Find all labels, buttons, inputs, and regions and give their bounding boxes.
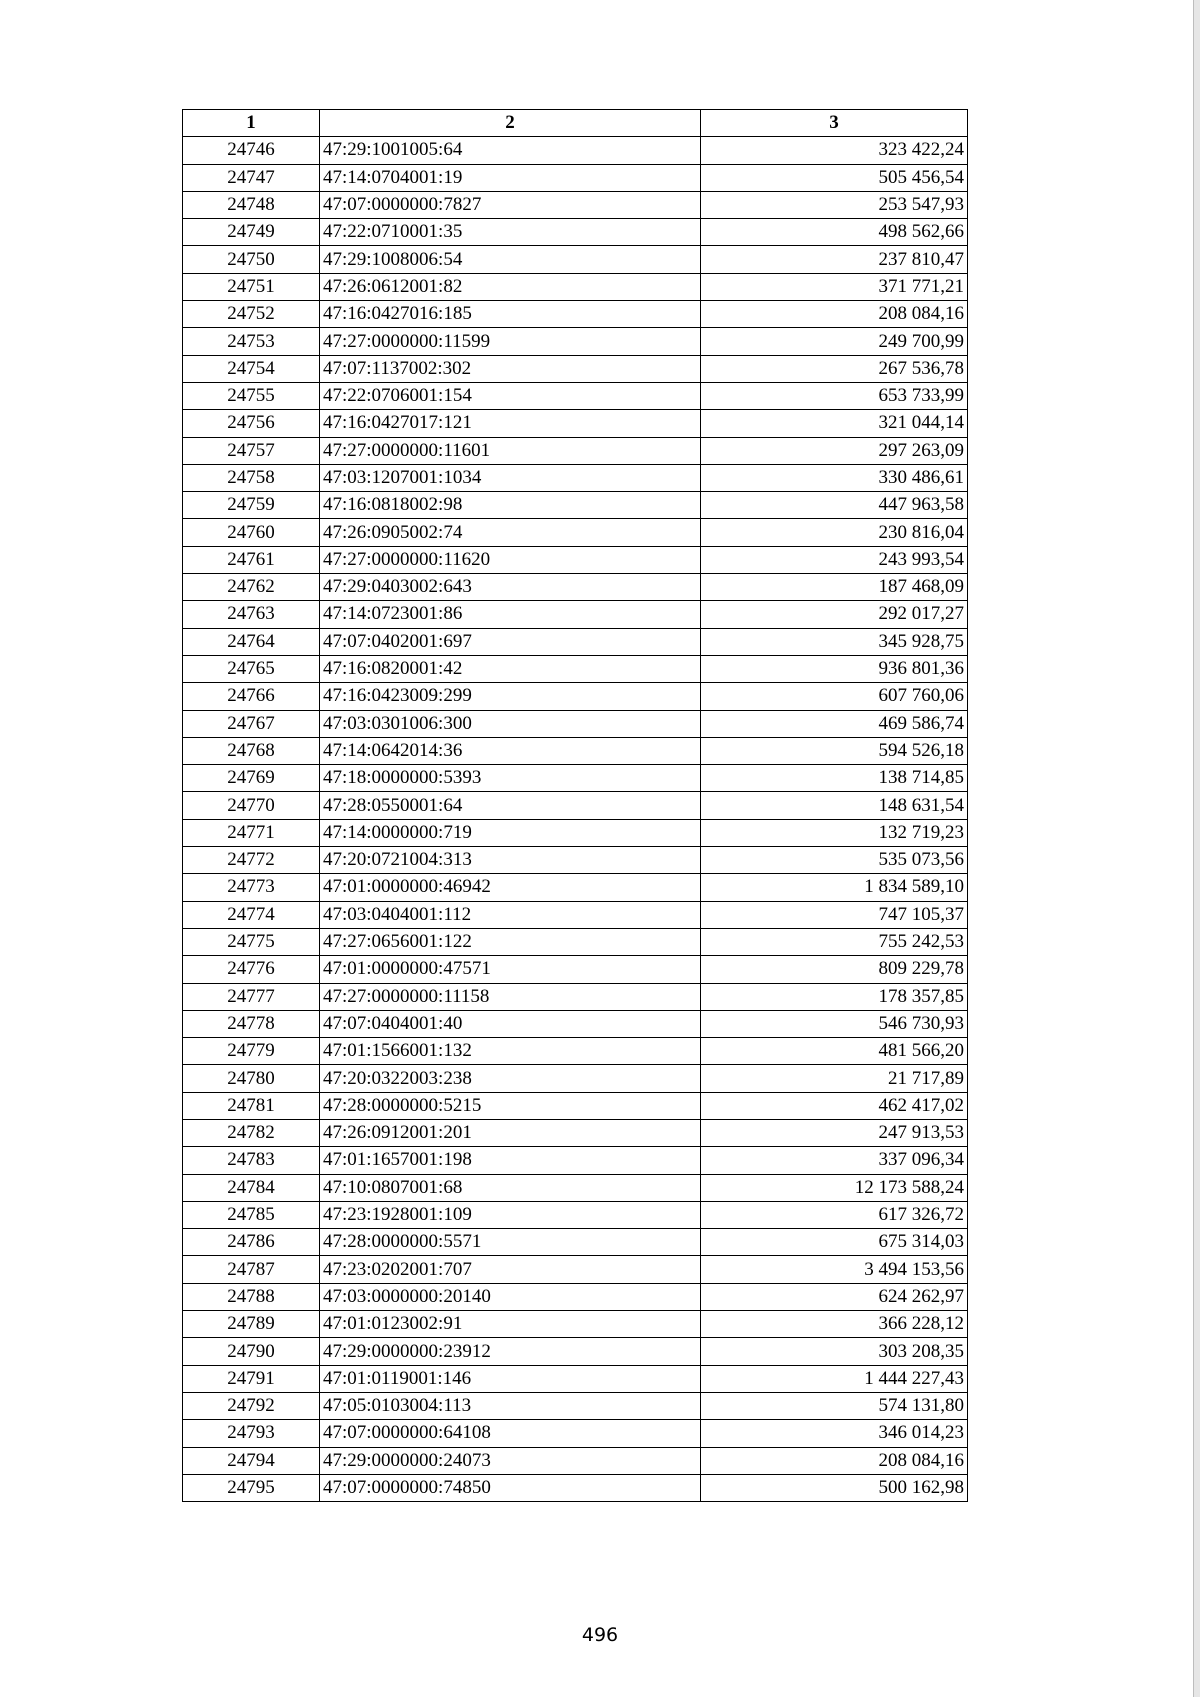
value-cell: 624 262,97 xyxy=(701,1283,968,1310)
cadastral-number-cell: 47:23:1928001:109 xyxy=(320,1201,701,1228)
row-number-cell: 24758 xyxy=(183,464,320,491)
table-row xyxy=(183,1338,968,1365)
cadastral-number-cell: 47:22:0706001:154 xyxy=(320,382,701,409)
row-number-cell: 24779 xyxy=(183,1038,320,1065)
table-row xyxy=(183,655,968,682)
cadastral-number-cell: 47:01:1657001:198 xyxy=(320,1147,701,1174)
cadastral-number-cell: 47:14:0642014:36 xyxy=(320,737,701,764)
cadastral-number-cell: 47:07:1137002:302 xyxy=(320,355,701,382)
cadastral-number-cell: 47:14:0704001:19 xyxy=(320,164,701,191)
row-number-cell: 24787 xyxy=(183,1256,320,1283)
value-cell: 12 173 588,24 xyxy=(701,1174,968,1201)
row-number-cell: 24780 xyxy=(183,1065,320,1092)
table-row xyxy=(183,1229,968,1256)
row-number-cell: 24790 xyxy=(183,1338,320,1365)
data-table xyxy=(182,109,968,1502)
cadastral-number-cell: 47:07:0402001:697 xyxy=(320,628,701,655)
table-row xyxy=(183,765,968,792)
column-header-1: 1 xyxy=(183,110,320,137)
row-number-cell: 24761 xyxy=(183,546,320,573)
value-cell: 208 084,16 xyxy=(701,301,968,328)
table-row xyxy=(183,1147,968,1174)
table-row xyxy=(183,410,968,437)
value-cell: 247 913,53 xyxy=(701,1119,968,1146)
row-number-cell: 24781 xyxy=(183,1092,320,1119)
table-row xyxy=(183,492,968,519)
cadastral-number-cell: 47:01:0119001:146 xyxy=(320,1365,701,1392)
value-cell: 292 017,27 xyxy=(701,601,968,628)
value-cell: 936 801,36 xyxy=(701,655,968,682)
row-number-cell: 24793 xyxy=(183,1420,320,1447)
table-row xyxy=(183,710,968,737)
row-number-cell: 24773 xyxy=(183,874,320,901)
value-cell: 481 566,20 xyxy=(701,1038,968,1065)
table-row xyxy=(183,601,968,628)
row-number-cell: 24748 xyxy=(183,191,320,218)
table-row xyxy=(183,874,968,901)
table-row xyxy=(183,1474,968,1501)
cadastral-number-cell: 47:29:0000000:23912 xyxy=(320,1338,701,1365)
cadastral-number-cell: 47:26:0905002:74 xyxy=(320,519,701,546)
row-number-cell: 24777 xyxy=(183,983,320,1010)
row-number-cell: 24754 xyxy=(183,355,320,382)
table-row xyxy=(183,1283,968,1310)
table-row xyxy=(183,464,968,491)
table-row xyxy=(183,1092,968,1119)
row-number-cell: 24794 xyxy=(183,1447,320,1474)
value-cell: 607 760,06 xyxy=(701,683,968,710)
value-cell: 249 700,99 xyxy=(701,328,968,355)
table-row xyxy=(183,273,968,300)
row-number-cell: 24769 xyxy=(183,765,320,792)
row-number-cell: 24788 xyxy=(183,1283,320,1310)
table-body xyxy=(183,137,968,1502)
cadastral-number-cell: 47:26:0612001:82 xyxy=(320,273,701,300)
row-number-cell: 24783 xyxy=(183,1147,320,1174)
table-row xyxy=(183,683,968,710)
value-cell: 366 228,12 xyxy=(701,1311,968,1338)
table-row xyxy=(183,1038,968,1065)
table-row xyxy=(183,1010,968,1037)
row-number-cell: 24786 xyxy=(183,1229,320,1256)
value-cell: 297 263,09 xyxy=(701,437,968,464)
table-row xyxy=(183,983,968,1010)
row-number-cell: 24747 xyxy=(183,164,320,191)
row-number-cell: 24768 xyxy=(183,737,320,764)
row-number-cell: 24778 xyxy=(183,1010,320,1037)
value-cell: 574 131,80 xyxy=(701,1392,968,1419)
row-number-cell: 24792 xyxy=(183,1392,320,1419)
value-cell: 253 547,93 xyxy=(701,191,968,218)
row-number-cell: 24752 xyxy=(183,301,320,328)
cadastral-number-cell: 47:05:0103004:113 xyxy=(320,1392,701,1419)
value-cell: 1 834 589,10 xyxy=(701,874,968,901)
value-cell: 243 993,54 xyxy=(701,546,968,573)
cadastral-number-cell: 47:01:0000000:46942 xyxy=(320,874,701,901)
row-number-cell: 24759 xyxy=(183,492,320,519)
cadastral-number-cell: 47:16:0427017:121 xyxy=(320,410,701,437)
row-number-cell: 24753 xyxy=(183,328,320,355)
table-row xyxy=(183,819,968,846)
row-number-cell: 24772 xyxy=(183,847,320,874)
cadastral-number-cell: 47:16:0423009:299 xyxy=(320,683,701,710)
value-cell: 230 816,04 xyxy=(701,519,968,546)
cadastral-number-cell: 47:07:0000000:7827 xyxy=(320,191,701,218)
value-cell: 267 536,78 xyxy=(701,355,968,382)
cadastral-number-cell: 47:03:0404001:112 xyxy=(320,901,701,928)
row-number-cell: 24789 xyxy=(183,1311,320,1338)
value-cell: 323 422,24 xyxy=(701,137,968,164)
value-cell: 346 014,23 xyxy=(701,1420,968,1447)
table-row xyxy=(183,1392,968,1419)
value-cell: 462 417,02 xyxy=(701,1092,968,1119)
table-row xyxy=(183,1365,968,1392)
column-header-3: 3 xyxy=(701,110,968,137)
row-number-cell: 24763 xyxy=(183,601,320,628)
table-row xyxy=(183,301,968,328)
cadastral-number-cell: 47:16:0820001:42 xyxy=(320,655,701,682)
cadastral-number-cell: 47:01:0000000:47571 xyxy=(320,956,701,983)
table-row xyxy=(183,164,968,191)
value-cell: 500 162,98 xyxy=(701,1474,968,1501)
value-cell: 208 084,16 xyxy=(701,1447,968,1474)
table-row xyxy=(183,191,968,218)
table-row xyxy=(183,928,968,955)
cadastral-number-cell: 47:20:0721004:313 xyxy=(320,847,701,874)
table-row xyxy=(183,137,968,164)
row-number-cell: 24766 xyxy=(183,683,320,710)
value-cell: 546 730,93 xyxy=(701,1010,968,1037)
row-number-cell: 24771 xyxy=(183,819,320,846)
cadastral-number-cell: 47:03:1207001:1034 xyxy=(320,464,701,491)
value-cell: 447 963,58 xyxy=(701,492,968,519)
value-cell: 148 631,54 xyxy=(701,792,968,819)
row-number-cell: 24774 xyxy=(183,901,320,928)
table-row xyxy=(183,246,968,273)
value-cell: 303 208,35 xyxy=(701,1338,968,1365)
table-row xyxy=(183,437,968,464)
cadastral-number-cell: 47:01:1566001:132 xyxy=(320,1038,701,1065)
table-row xyxy=(183,519,968,546)
value-cell: 535 073,56 xyxy=(701,847,968,874)
table-row xyxy=(183,1256,968,1283)
row-number-cell: 24785 xyxy=(183,1201,320,1228)
column-header-2: 2 xyxy=(320,110,701,137)
cadastral-number-cell: 47:07:0000000:74850 xyxy=(320,1474,701,1501)
row-number-cell: 24784 xyxy=(183,1174,320,1201)
value-cell: 594 526,18 xyxy=(701,737,968,764)
cadastral-number-cell: 47:27:0000000:11601 xyxy=(320,437,701,464)
value-cell: 132 719,23 xyxy=(701,819,968,846)
row-number-cell: 24751 xyxy=(183,273,320,300)
row-number-cell: 24782 xyxy=(183,1119,320,1146)
value-cell: 21 717,89 xyxy=(701,1065,968,1092)
value-cell: 505 456,54 xyxy=(701,164,968,191)
row-number-cell: 24760 xyxy=(183,519,320,546)
cadastral-number-cell: 47:29:1008006:54 xyxy=(320,246,701,273)
table-row xyxy=(183,1447,968,1474)
cadastral-number-cell: 47:07:0404001:40 xyxy=(320,1010,701,1037)
value-cell: 371 771,21 xyxy=(701,273,968,300)
row-number-cell: 24764 xyxy=(183,628,320,655)
row-number-cell: 24755 xyxy=(183,382,320,409)
row-number-cell: 24795 xyxy=(183,1474,320,1501)
cadastral-number-cell: 47:27:0656001:122 xyxy=(320,928,701,955)
cadastral-number-cell: 47:23:0202001:707 xyxy=(320,1256,701,1283)
cadastral-number-cell: 47:28:0000000:5215 xyxy=(320,1092,701,1119)
table-row xyxy=(183,382,968,409)
value-cell: 138 714,85 xyxy=(701,765,968,792)
table-row xyxy=(183,737,968,764)
table-row xyxy=(183,847,968,874)
value-cell: 1 444 227,43 xyxy=(701,1365,968,1392)
value-cell: 178 357,85 xyxy=(701,983,968,1010)
table-row xyxy=(183,1420,968,1447)
value-cell: 653 733,99 xyxy=(701,382,968,409)
value-cell: 337 096,34 xyxy=(701,1147,968,1174)
value-cell: 3 494 153,56 xyxy=(701,1256,968,1283)
table-row xyxy=(183,901,968,928)
cadastral-number-cell: 47:18:0000000:5393 xyxy=(320,765,701,792)
cadastral-number-cell: 47:16:0818002:98 xyxy=(320,492,701,519)
cadastral-number-cell: 47:01:0123002:91 xyxy=(320,1311,701,1338)
cadastral-number-cell: 47:27:0000000:11599 xyxy=(320,328,701,355)
cadastral-number-cell: 47:03:0000000:20140 xyxy=(320,1283,701,1310)
value-cell: 321 044,14 xyxy=(701,410,968,437)
value-cell: 747 105,37 xyxy=(701,901,968,928)
table-row xyxy=(183,546,968,573)
table-row xyxy=(183,1311,968,1338)
cadastral-number-cell: 47:14:0723001:86 xyxy=(320,601,701,628)
page-number: 496 xyxy=(581,1624,619,1646)
table-row xyxy=(183,792,968,819)
cadastral-number-cell: 47:29:0000000:24073 xyxy=(320,1447,701,1474)
cadastral-number-cell: 47:22:0710001:35 xyxy=(320,219,701,246)
row-number-cell: 24762 xyxy=(183,574,320,601)
row-number-cell: 24775 xyxy=(183,928,320,955)
value-cell: 498 562,66 xyxy=(701,219,968,246)
table-row xyxy=(183,1065,968,1092)
table-row xyxy=(183,1174,968,1201)
row-number-cell: 24765 xyxy=(183,655,320,682)
cadastral-number-cell: 47:29:1001005:64 xyxy=(320,137,701,164)
cadastral-number-cell: 47:26:0912001:201 xyxy=(320,1119,701,1146)
row-number-cell: 24776 xyxy=(183,956,320,983)
table-row xyxy=(183,1119,968,1146)
value-cell: 617 326,72 xyxy=(701,1201,968,1228)
value-cell: 187 468,09 xyxy=(701,574,968,601)
value-cell: 345 928,75 xyxy=(701,628,968,655)
cadastral-number-cell: 47:14:0000000:719 xyxy=(320,819,701,846)
table-row xyxy=(183,355,968,382)
value-cell: 755 242,53 xyxy=(701,928,968,955)
value-cell: 330 486,61 xyxy=(701,464,968,491)
table-row xyxy=(183,219,968,246)
row-number-cell: 24767 xyxy=(183,710,320,737)
cadastral-number-cell: 47:07:0000000:64108 xyxy=(320,1420,701,1447)
cadastral-number-cell: 47:10:0807001:68 xyxy=(320,1174,701,1201)
row-number-cell: 24757 xyxy=(183,437,320,464)
cadastral-number-cell: 47:28:0550001:64 xyxy=(320,792,701,819)
row-number-cell: 24791 xyxy=(183,1365,320,1392)
table-row xyxy=(183,1201,968,1228)
value-cell: 469 586,74 xyxy=(701,710,968,737)
header-row xyxy=(183,110,968,137)
table-row xyxy=(183,574,968,601)
row-number-cell: 24756 xyxy=(183,410,320,437)
value-cell: 237 810,47 xyxy=(701,246,968,273)
cadastral-number-cell: 47:27:0000000:11620 xyxy=(320,546,701,573)
value-cell: 675 314,03 xyxy=(701,1229,968,1256)
cadastral-number-cell: 47:27:0000000:11158 xyxy=(320,983,701,1010)
cadastral-number-cell: 47:28:0000000:5571 xyxy=(320,1229,701,1256)
row-number-cell: 24749 xyxy=(183,219,320,246)
table-row xyxy=(183,956,968,983)
row-number-cell: 24770 xyxy=(183,792,320,819)
table-row xyxy=(183,328,968,355)
page-edge xyxy=(1193,0,1200,1697)
cadastral-number-cell: 47:20:0322003:238 xyxy=(320,1065,701,1092)
table-row xyxy=(183,628,968,655)
row-number-cell: 24746 xyxy=(183,137,320,164)
cadastral-number-cell: 47:03:0301006:300 xyxy=(320,710,701,737)
value-cell: 809 229,78 xyxy=(701,956,968,983)
cadastral-number-cell: 47:16:0427016:185 xyxy=(320,301,701,328)
cadastral-number-cell: 47:29:0403002:643 xyxy=(320,574,701,601)
row-number-cell: 24750 xyxy=(183,246,320,273)
